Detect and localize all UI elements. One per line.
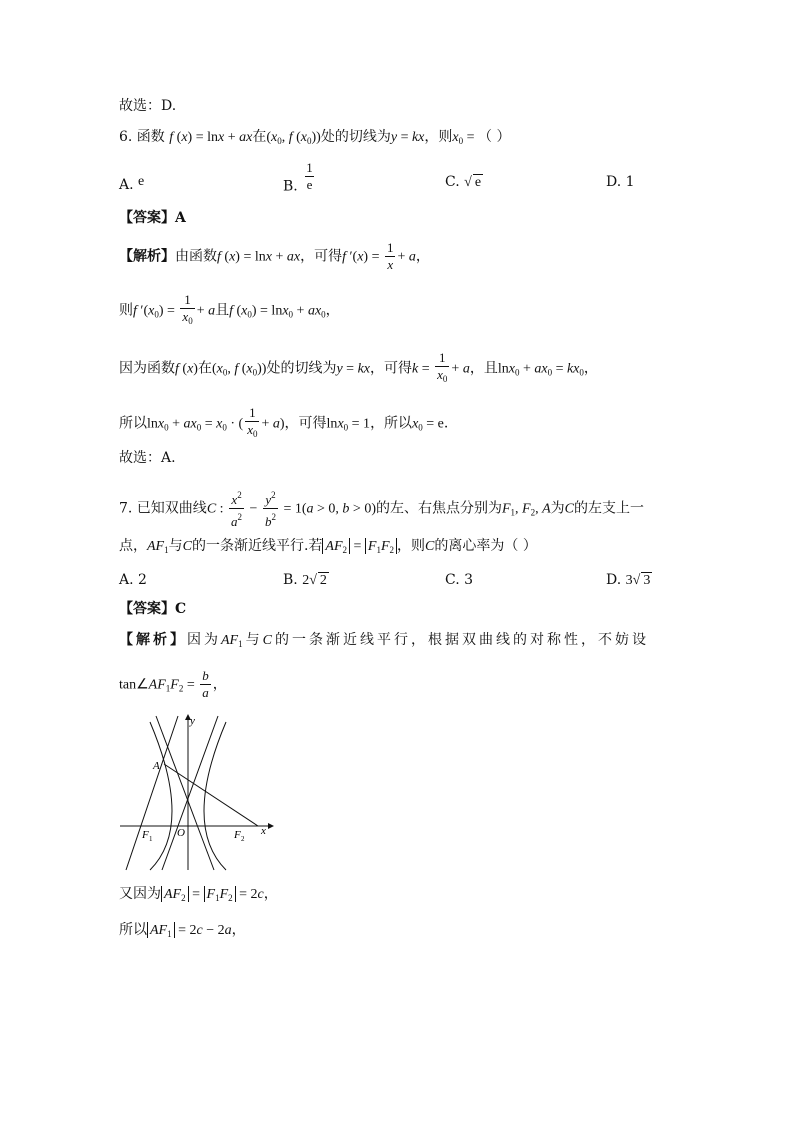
label-f2-sub: 2 bbox=[241, 835, 245, 843]
option-7d: D. 3√ 3 bbox=[606, 572, 651, 588]
solution-7-line1: 【解析】因为$AF_1$与C的一条渐近线平行，根据双曲线的对称性，不妨设 bbox=[119, 632, 649, 649]
label-f1-sub: 1 bbox=[149, 835, 153, 843]
hyperbola-figure bbox=[118, 712, 278, 872]
label-f1: F bbox=[142, 829, 149, 841]
answer-7: 【答案】C bbox=[119, 601, 187, 617]
conclusion-a: 故选：A. bbox=[119, 450, 176, 466]
solution-7-line4: 所以 $AF_1 = 2c - 2a$， bbox=[119, 922, 246, 939]
question-6: 6. 函数 f (x) = lnx + ax在($x_0$, f $(x_0)$)处的切线为y = kx，则$x_0$ = （ ） bbox=[119, 129, 511, 146]
solution-6-line4: 所以$\ln x_0 + ax_0 = x_0$ · ( $\frac{1}{x_0}$ + a)，可得lnx$_0$ = 1，所以$x_0 = e$. bbox=[119, 405, 448, 442]
label-a: A bbox=[153, 760, 160, 772]
label-o: O bbox=[177, 827, 185, 839]
solution-6-line1: 【解析】由函数f (x) = lnx + ax，可得f ′(x) = $\frac{1}{x}$ + a， bbox=[119, 240, 430, 272]
conclusion-d: 故选：D. bbox=[119, 98, 177, 114]
question-7-line1: 7. 已知双曲线C : $\frac{x^2}{a^2}$ − $\frac{y^2}{b^2}$ = 1(a > 0, b > 0)的左、右焦点分别为$F_1$, $F_2$, A为C的左支上一 bbox=[119, 490, 645, 529]
option-6d: D. 1 bbox=[606, 174, 635, 190]
solution-7-line2: $\tan\angle AF_1F_2$ = $\frac{b}{a}$ ， bbox=[119, 668, 227, 700]
question-7-line2: 点，$AF_1$与C的一条渐近线平行.若 $AF_2 = F_1F_2$ ，则C的离心率为（ ） bbox=[119, 538, 537, 555]
option-6b: B. $\frac{1}{e}$ bbox=[283, 160, 313, 195]
option-7c: C. 3 bbox=[445, 572, 474, 588]
solution-6-line2: 则f $'(x_0)$ = $\frac{1}{x_0}$ + a且f $(x_0) = \ln x_0 + ax_0$， bbox=[119, 292, 340, 329]
option-6a: A. e bbox=[119, 174, 145, 193]
solution-6-line3: 因为函数f (x)在($x_0$, f $(x_0)$)处的切线为y = kx，可得k = $\frac{1}{x_0}$ + a，且$\ln x_0 + ax_0 = kx_0$， bbox=[119, 350, 598, 387]
label-x: x bbox=[261, 825, 266, 837]
option-7a: A. 2 bbox=[119, 572, 147, 588]
answer-6: 【答案】A bbox=[119, 210, 186, 226]
label-f2: F bbox=[234, 829, 241, 841]
solution-7-line3: 又因为 $AF_2 = F_1F_2 = 2c$， bbox=[119, 886, 278, 903]
option-7b: B. 2√ 2 bbox=[283, 572, 327, 588]
label-y: y bbox=[190, 715, 195, 727]
option-6c: C. √ e bbox=[445, 174, 482, 190]
